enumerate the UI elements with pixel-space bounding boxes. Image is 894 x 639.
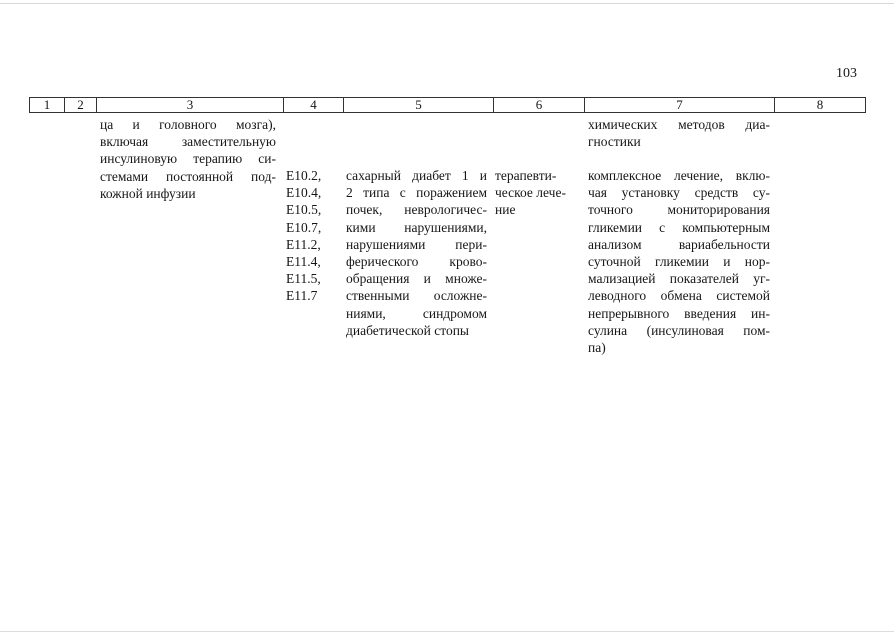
col3-line: включая заместительную: [100, 134, 276, 150]
col7-top-line: гностики: [588, 134, 641, 150]
scan-edge-bottom: [0, 631, 894, 632]
page-number: 103: [836, 66, 857, 81]
icd-code: E11.7: [286, 288, 318, 304]
col3-line: ца и головного мозга),: [100, 117, 276, 132]
col7-line: непрерывного введения ин-: [588, 305, 770, 321]
cell-col5-disease: [346, 167, 487, 339]
col3-line: кожной инфузии: [100, 185, 196, 201]
cell-col4-codes: [286, 167, 342, 305]
col5-line: ниями, синдромом: [346, 305, 487, 321]
icd-code: E10.4,: [286, 185, 322, 201]
column-header-8: 8: [774, 97, 866, 113]
column-header-1: 1: [29, 97, 65, 113]
col5-line: диабетической стопы: [346, 322, 469, 338]
icd-code: E10.2,: [286, 168, 322, 183]
icd-code: E10.7,: [286, 219, 322, 235]
col5-line: сахарный диабет 1 и: [346, 168, 487, 183]
icd-code: E11.5,: [286, 271, 321, 287]
cell-col6-treatment: [495, 167, 583, 219]
col7-top-line: химических методов диа-: [588, 117, 770, 132]
col3-line: инсулиновую терапию си-: [100, 151, 276, 167]
col7-line: гликемии с компьютерным: [588, 219, 770, 235]
col5-line: 2 типа с поражением: [346, 185, 487, 201]
column-header-6: 6: [493, 97, 585, 113]
col5-line: обращения и множе-: [346, 271, 487, 287]
col5-line: нарушениями пери-: [346, 236, 487, 252]
col7-line: па): [588, 340, 606, 356]
col7-line: сулина (инсулиновая пом-: [588, 322, 770, 338]
cell-col7-continuation: [588, 116, 770, 150]
col7-line: чая установку средств су-: [588, 185, 770, 201]
col7-line: суточной гликемии и нор-: [588, 254, 770, 270]
col3-line: стемами постоянной под-: [100, 168, 276, 184]
column-header-7: 7: [584, 97, 775, 113]
col6-line: ние: [495, 202, 516, 218]
col5-line: ферического крово-: [346, 254, 487, 270]
cell-col3-continuation: [100, 116, 276, 202]
icd-code: E10.5,: [286, 202, 322, 218]
col7-line: точного мониторирования: [588, 202, 770, 218]
col5-line: почек, неврологичес-: [346, 202, 487, 218]
column-header-4: 4: [283, 97, 344, 113]
column-header-2: 2: [64, 97, 97, 113]
col5-line: ственными осложне-: [346, 288, 487, 304]
icd-code: E11.4,: [286, 254, 321, 270]
column-header-3: 3: [96, 97, 284, 113]
icd-code: E11.2,: [286, 236, 321, 252]
col7-line: мализацией показателей уг-: [588, 271, 770, 287]
col7-line: леводного обмена системой: [588, 288, 770, 304]
cell-col7-method: [588, 167, 770, 356]
table-header-row: [29, 97, 865, 113]
column-header-5: 5: [343, 97, 494, 113]
col6-line: терапевти-: [495, 168, 557, 183]
col7-line: анализом вариабельности: [588, 236, 770, 252]
col7-line: комплексное лечение, вклю-: [588, 168, 770, 183]
scan-edge-top: [0, 3, 894, 4]
col6-line: ческое лече-: [495, 185, 566, 201]
col5-line: кими нарушениями,: [346, 219, 487, 235]
